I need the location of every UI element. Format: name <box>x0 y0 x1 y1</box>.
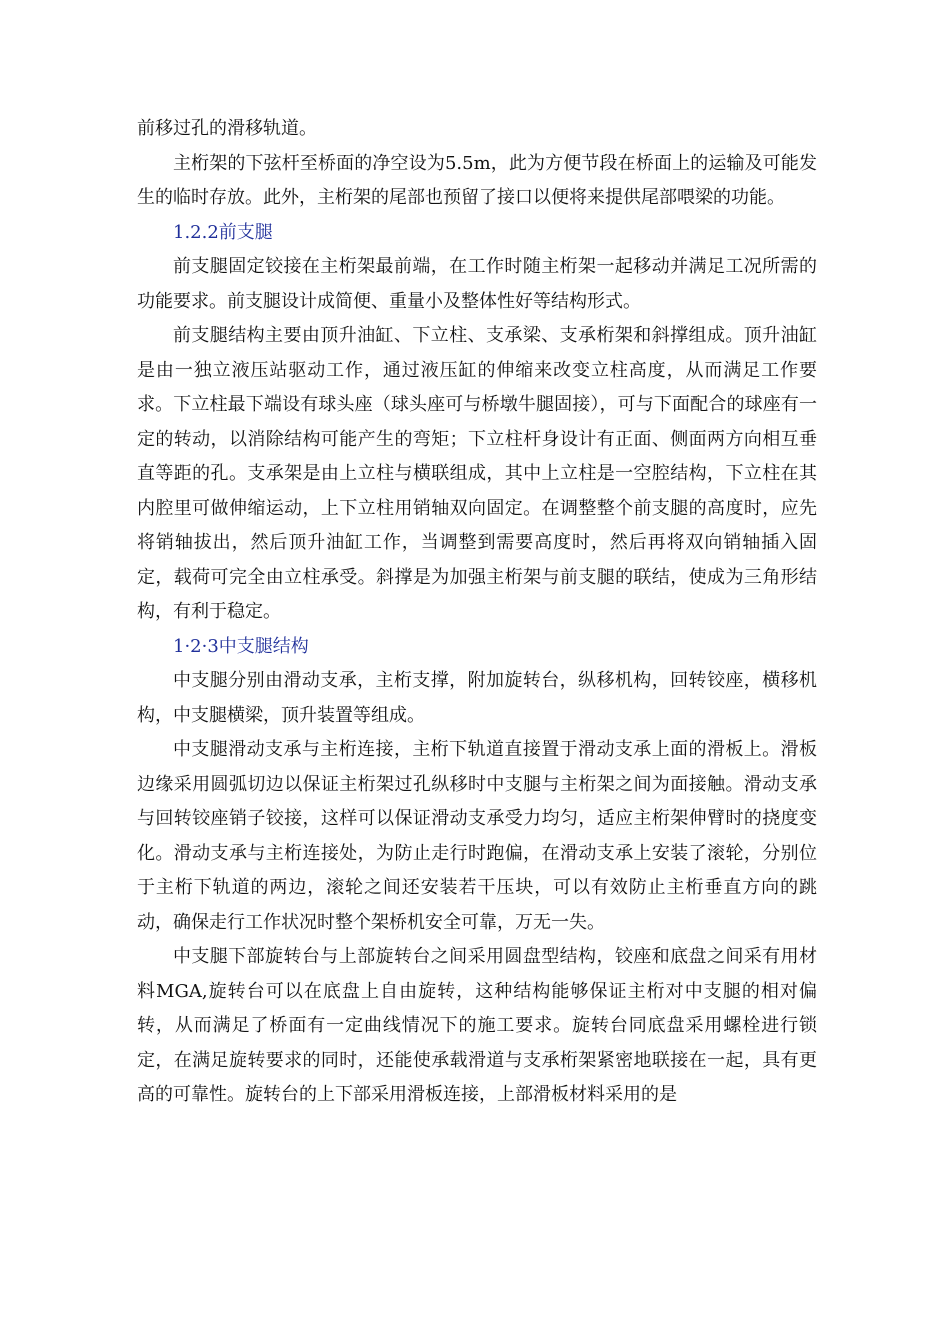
paragraph-sliding-support: 中支腿滑动支承与主桁连接，主桁下轨道直接置于滑动支承上面的滑板上。滑板边缘采用圆弧切边以保证主桁架过孔纵移时中支腿与主桁架之间为面接触。滑动支承与回转铰座销子铰接，这样可以保证滑动支承受力均匀，适应主桁架伸臂时的挠度变化。滑动支承与主桁连接处，为防止走行时跑偏，在滑动支承上安装了滚轮，分别位于主桁下轨道的两边，滚轮之间还安装若干压块，可以有效防止主桁垂直方向的跳动，确保走行工作状况时整个架桥机安全可靠，万无一失。 <box>137 739 817 933</box>
paragraph-front-leg-intro: 前支腿固定铰接在主桁架最前端，在工作时随主桁架一起移动并满足工况所需的功能要求。前支腿设计成简便、重量小及整体性好等结构形式。 <box>137 256 817 312</box>
paragraph-front-leg-structure: 前支腿结构主要由顶升油缸、下立柱、支承梁、支承桁架和斜撑组成。顶升油缸是由一独立液压站驱动工作，通过液压缸的伸缩来改变立柱高度，从而满足工作要求。下立柱最下端设有球头座（球头座可与桥墩牛腿固接），可与下面配合的球座有一定的转动，以消除结构可能产生的弯矩；下立柱杆身设计有正面、侧面两方向相互垂直等距的孔。支承架是由上立柱与横联组成，其中上立柱是一空腔结构，下立柱在其内腔里可做伸缩运动，上下立柱用销轴双向固定。在调整整个前支腿的高度时，应先将销轴拔出，然后顶升油缸工作，当调整到需要高度时，然后再将双向销轴插入固定，载荷可完全由立柱承受。斜撑是为加强主桁架与前支腿的联结，使成为三角形结构，有利于稳定。 <box>137 325 817 622</box>
section-heading-front-leg: 1.2.2前支腿 <box>173 221 273 243</box>
section-heading-middle-leg: 1·2·3中支腿结构 <box>173 635 309 657</box>
paragraph-rotating-table: 中支腿下部旋转台与上部旋转台之间采用圆盘型结构，铰座和底盘之间采有用材料MGA,旋转台可以在底盘上自由旋转，这种结构能够保证主桁对中支腿的相对偏转，从而满足了桥面有一定曲线情况下的施工要求。旋转台同底盘采用螺栓进行锁定，在满足旋转要求的同时，还能使承载滑道与支承桁架紧密地联接在一起，具有更高的可靠性。旋转台的上下部采用滑板连接，上部滑板材料采用的是 <box>137 946 817 1105</box>
paragraph-continuation: 前移过孔的滑移轨道。 <box>137 118 317 139</box>
paragraph-middle-leg-components: 中支腿分别由滑动支承，主桁支撑，附加旋转台，纵移机构，回转铰座，横移机构，中支腿横梁，顶升装置等组成。 <box>137 670 817 726</box>
document-body <box>137 112 817 1113</box>
paragraph-truss-clearance: 主桁架的下弦杆至桥面的净空设为5.5m，此为方便节段在桥面上的运输及可能发生的临时存放。此外，主桁架的尾部也预留了接口以便将来提供尾部喂梁的功能。 <box>137 152 817 208</box>
